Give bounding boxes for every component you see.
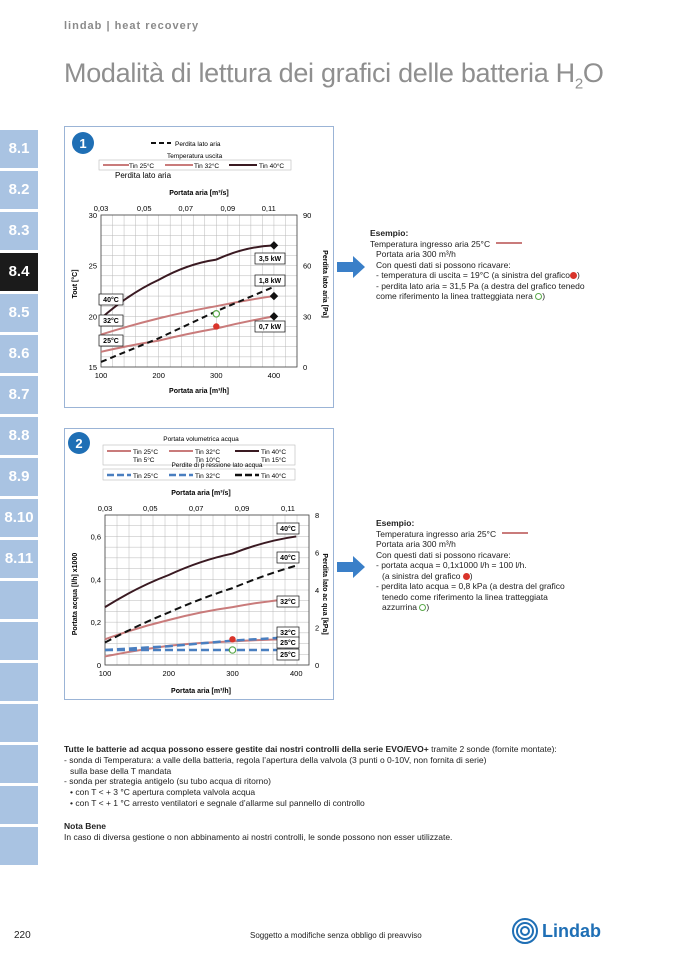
example-line: (a sinistra del grafico )	[382, 570, 473, 581]
top-tick-label: 0,09	[234, 504, 250, 513]
top-tick-label: 0,05	[136, 204, 152, 213]
top-tick-label: 0,03	[93, 204, 109, 213]
nb-title: Nota Bene	[64, 820, 107, 831]
chart-grid	[101, 215, 297, 367]
legend-item: Tin 25°C	[133, 473, 159, 480]
annotations	[277, 523, 299, 660]
tab-8-11[interactable]: 8.11	[0, 540, 38, 578]
example-line: Temperatura ingresso aria 25°C	[376, 529, 616, 540]
tab-8-5[interactable]: 8.5	[0, 294, 38, 332]
annotation-label: 32°C	[103, 318, 119, 325]
tab-8-9[interactable]: 8.9	[0, 458, 38, 496]
series-line	[101, 316, 274, 351]
example-line: tenedo come riferimento la linea tratteggiata	[382, 591, 548, 602]
example-line: Portata aria 300 m³/h	[376, 249, 456, 259]
x-tick-label: 400	[267, 371, 281, 380]
legend-item: Tin 32°C	[195, 473, 221, 480]
top-tick-label: 0,11	[261, 204, 276, 213]
red-dot-icon	[463, 573, 470, 580]
red-marker	[229, 636, 235, 642]
y2-tick-label: 0	[303, 363, 308, 372]
page-number: 220	[14, 930, 31, 941]
notes-lead: Tutte le batterie ad acqua possono essere gestite dai nostri controlli della serie EVO/EVO+ tramite 2 sonde (fornite montate):	[64, 744, 557, 754]
y-tick-label: 0,4	[90, 575, 101, 585]
tab-8-8[interactable]: 8.8	[0, 417, 38, 455]
example-line: Temperatura ingresso aria 25°C	[370, 239, 610, 250]
series-line	[101, 296, 274, 335]
chart-series	[101, 245, 274, 362]
series-line	[101, 245, 274, 318]
annotation-label: 32°C	[280, 630, 296, 637]
x-tick-label: 400	[289, 669, 303, 678]
diamond-marker	[270, 292, 278, 300]
arrow-right-icon	[337, 256, 365, 278]
example-line: - perdita lato acqua = 0,8 kPa (a destra del grafico	[376, 581, 565, 591]
y2-tick-label: 6	[315, 548, 320, 558]
tab-empty	[0, 827, 38, 865]
y2-tick-label: 4	[315, 586, 320, 595]
green-marker	[213, 311, 219, 317]
green-marker	[229, 647, 235, 653]
annotation-label: 0,7 kW	[258, 324, 282, 331]
annotation-label: 3,5 kW	[258, 256, 282, 263]
chart-1	[65, 127, 335, 409]
brand-header: lindab | heat recovery	[64, 20, 200, 32]
red-dot-icon	[570, 272, 577, 279]
chart-2	[65, 429, 335, 701]
example-line: Con questi dati si possono ricavare:	[376, 259, 511, 270]
tab-empty	[0, 622, 38, 660]
legend-item-25: Tin 25°C	[129, 163, 155, 170]
notes-line: sulla base della T mandata	[70, 765, 172, 776]
bottom-axis-title: Portata aria [m³/h]	[169, 388, 229, 395]
example-line: - temperatura di uscita = 19°C (a sinistra del grafico )	[376, 270, 580, 280]
legend-item: Tin 10°C	[195, 457, 221, 464]
y2-tick-label: 0	[315, 661, 320, 670]
example-line: Portata aria 300 m³/h	[376, 539, 456, 549]
legend-item-32: Tin 32°C	[194, 163, 220, 170]
tab-8-7[interactable]: 8.7	[0, 376, 38, 414]
chart-series	[105, 536, 296, 656]
bottom-axis-title: Portata aria [m³/h]	[171, 688, 231, 695]
annotation-label: 25°C	[280, 652, 296, 659]
tab-8-2[interactable]: 8.2	[0, 171, 38, 209]
chart-number: 2	[75, 436, 83, 451]
legend-title: Temperatura uscita	[167, 153, 223, 160]
tab-empty	[0, 786, 38, 824]
top-axis-title: Portata aria [m³/s]	[171, 490, 231, 497]
y2-tick-label: 60	[303, 261, 312, 271]
diamond-marker	[270, 312, 278, 320]
top-tick-label: 0,07	[178, 204, 194, 213]
top-axis-title: Portata aria [m³/s]	[169, 190, 229, 197]
tab-8-1[interactable]: 8.1	[0, 130, 38, 168]
lindab-logo	[512, 918, 601, 944]
x-tick-label: 200	[162, 669, 176, 678]
notes-line: • con T < + 3 °C apertura completa valvola acqua	[70, 787, 256, 798]
x-tick-label: 100	[94, 371, 108, 380]
y-tick-label: 0,6	[90, 532, 101, 542]
notes-section	[64, 744, 624, 842]
right-axis-label: Perdita lato aria [Pa]	[321, 250, 328, 318]
series-line	[105, 566, 296, 643]
annotation-label: 25°C	[280, 640, 296, 647]
y-tick-label: 30	[88, 211, 97, 220]
right-axis-label: Perdita lato ac qua [kPa]	[321, 553, 328, 635]
example-heading: Esempio:	[370, 228, 409, 238]
annotation-label: 32°C	[280, 599, 296, 606]
arrow-right-icon	[337, 556, 365, 578]
y-tick-label: 15	[88, 363, 97, 372]
nb-text: In caso di diversa gestione o non abbinamento ai nostri controlli, le sonde possono non esser utilizzate.	[64, 831, 453, 842]
plot-frame	[101, 215, 297, 367]
tab-empty	[0, 704, 38, 742]
chart-panel-1	[64, 126, 334, 408]
series-line	[105, 599, 296, 640]
legend-item: Tin 15°C	[261, 457, 287, 464]
legend-item-40: Tin 40°C	[259, 163, 285, 170]
tab-8-10[interactable]: 8.10	[0, 499, 38, 537]
annotation-label: 1,8 kW	[258, 278, 282, 285]
annotation-label: 40°C	[280, 555, 296, 562]
example-line: azzurrina )	[382, 602, 430, 612]
diamond-marker	[270, 241, 278, 249]
lindab-logo-icon	[512, 918, 538, 944]
x-tick-label: 100	[98, 669, 112, 678]
y2-tick-label: 30	[303, 312, 312, 322]
tab-8-4[interactable]: 8.4	[0, 253, 38, 291]
example-line: - portata acqua = 0,1x1000 l/h = 100 l/h.	[376, 560, 527, 570]
legend-title-2: Perdite di p ressione lato acqua	[171, 462, 263, 469]
tab-empty	[0, 663, 38, 701]
line-swatch	[502, 532, 528, 534]
x-tick-label: 300	[226, 669, 239, 678]
logo-text: Lindab	[542, 920, 601, 941]
chart-panel-2	[64, 428, 334, 700]
notes-line: - sonda per strategia antigelo (su tubo acqua di ritorno)	[64, 776, 271, 787]
top-tick-label: 0,03	[97, 504, 113, 513]
left-axis-label: Tout [°C]	[72, 269, 79, 299]
footer-note: Soggetto a modifiche senza obbligo di preavviso	[250, 931, 422, 940]
notes-line: - sonda di Temperatura: a valle della batteria, regola l’apertura della valvola (3 punti o 0-10V, non fornita di serie)	[64, 754, 487, 765]
example-line: Con questi dati si possono ricavare:	[376, 549, 511, 560]
legend-item: Tin 25°C	[133, 449, 159, 456]
line-swatch	[496, 242, 522, 244]
legend-extra: Perdita lato aria	[115, 171, 172, 180]
section-tabs	[0, 130, 38, 868]
tab-8-3[interactable]: 8.3	[0, 212, 38, 250]
y2-tick-label: 2	[315, 623, 320, 633]
top-tick-label: 0,11	[280, 504, 295, 513]
tab-empty	[0, 745, 38, 783]
y-tick-label: 0,2	[90, 618, 101, 628]
red-marker	[213, 323, 219, 329]
top-tick-label: 0,09	[220, 204, 236, 213]
example-line: - perdita lato aria = 31,5 Pa (a destra del grafico tenedo	[376, 280, 585, 291]
tab-empty	[0, 581, 38, 619]
legend-item: Tin 40°C	[261, 473, 287, 480]
x-tick-label: 300	[210, 371, 223, 380]
y-tick-label: 25	[88, 261, 97, 271]
left-axis-label: Portata acqua [l/h] x1000	[72, 552, 79, 636]
annotation-label: 40°C	[280, 526, 296, 533]
example-2	[376, 518, 616, 613]
annotation-label: 25°C	[103, 338, 119, 345]
notes-line: • con T < + 1 °C arresto ventilatori e segnale d’allarme sul pannello di controllo	[70, 797, 365, 808]
top-tick-label: 0,07	[188, 504, 204, 513]
y2-tick-label: 90	[303, 211, 312, 220]
chart-number: 1	[79, 136, 87, 151]
tab-8-6[interactable]: 8.6	[0, 335, 38, 373]
page-title: Modalità di lettura dei grafici delle batteria $H_2O$	[64, 58, 604, 93]
y2-tick-label: 8	[315, 511, 320, 520]
example-line: come riferimento la linea tratteggiata nera )	[376, 291, 546, 301]
legend-title: Portata volumetrica acqua	[163, 436, 239, 443]
y-tick-label: 0	[96, 661, 101, 670]
legend-item: Tin 40°C	[261, 449, 287, 456]
example-1	[370, 228, 610, 302]
top-tick-label: 0,05	[142, 504, 158, 513]
annotation-label: 40°C	[103, 297, 119, 304]
legend-item: Tin 5°C	[133, 457, 155, 464]
legend-dashed-label: Perdita lato aria	[175, 141, 221, 148]
x-tick-label: 200	[152, 371, 165, 380]
y-tick-label: 20	[88, 312, 97, 322]
example-heading: Esempio:	[376, 518, 415, 528]
legend-item: Tin 32°C	[195, 449, 221, 456]
